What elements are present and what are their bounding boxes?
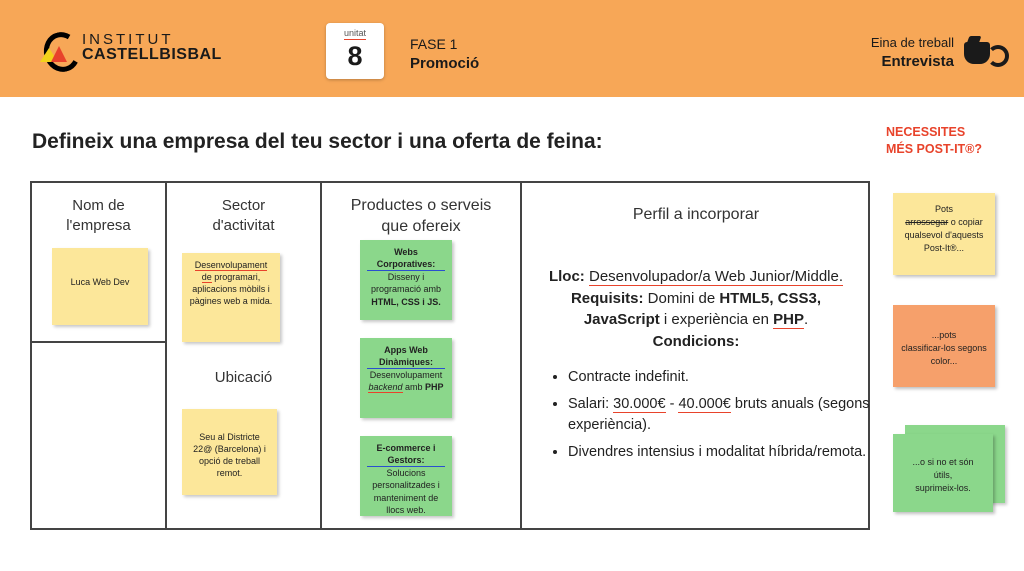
page-header — [0, 0, 1024, 97]
footer-spacer — [0, 546, 1024, 571]
column-products — [322, 183, 522, 528]
phase-info — [410, 35, 479, 74]
profile-text: Lloc: Desenvolupador/a Web Junior/Middle. Requisits: Domini de HTML5, CSS3, JavaScript i experiència en PHP. Condicions: — [548, 267, 844, 351]
rail-sticky-note-orange[interactable]: ...pots classificar-los segons color... — [893, 305, 995, 387]
profile-conditions-list — [522, 367, 870, 463]
column-profile-heading: Perfil a incorporar — [632, 206, 760, 223]
sticky-note-product-3[interactable]: E-commerce i Gestors: Solucions personalitzades i manteniment de llocs web. — [360, 436, 452, 516]
sticky-note-sector[interactable]: Desenvolupament de programari, aplicacions mòbils i pàgines web a mida. — [182, 253, 280, 342]
institute-logo — [40, 30, 222, 66]
rail-sticky-note-green[interactable]: ...o si no et són útils, suprimeix-los. — [893, 434, 993, 512]
unit-number: 8 — [347, 41, 363, 71]
rail-title: NECESSITES MÉS POST-IT®? — [886, 125, 983, 156]
sticky-note-product-2[interactable]: Apps Web Dinàmiques: Desenvolupament backend amb PHP — [360, 338, 452, 418]
logo-line-2: CASTELLBISBAL — [82, 46, 222, 64]
column-sector — [167, 183, 322, 528]
logo-line-1: INSTITUT — [82, 30, 174, 48]
unit-badge — [326, 23, 384, 79]
unit-label: unitat — [343, 28, 367, 38]
watering-can-icon — [964, 36, 1006, 66]
sticky-note-product-1[interactable]: Webs Corporatives: Disseny i programació amb HTML, CSS i JS. — [360, 240, 452, 320]
tool-info — [871, 34, 954, 72]
column-sector-subheading: Ubicació — [214, 369, 273, 386]
sticky-note-location[interactable]: Seu al Districte 22@ (Barcelona) i opció de treball remot. — [182, 409, 277, 495]
column-profile — [522, 183, 870, 528]
phase-line-1: FASE 1 — [410, 36, 458, 52]
page-title: Defineix una empresa del teu sector i una oferta de feina: — [32, 130, 603, 153]
list-item: • Salari: 30.000€ - 40.000€ bruts anuals (segons experiència). — [568, 394, 870, 436]
tool-line-2: Entrevista — [881, 52, 954, 70]
column-company — [32, 183, 167, 528]
rail-sticky-note-yellow[interactable]: Pots arrossegar o copiar qualsevol d'aquests Post-It®... — [893, 193, 995, 275]
list-item: • Divendres intensius i modalitat híbrida/remota. — [568, 442, 870, 463]
column-products-heading: Productes o serveis que ofereix — [350, 197, 492, 235]
list-item: • Contracte indefinit. — [568, 367, 870, 388]
column-company-heading: Nom de l'empresa — [66, 197, 131, 234]
logo-mark-icon — [40, 30, 74, 66]
phase-line-2: Promoció — [410, 54, 480, 72]
column-divider — [32, 341, 165, 343]
worksheet-board — [30, 181, 870, 530]
sticky-note-company-name[interactable]: Luca Web Dev — [52, 248, 148, 325]
tool-line-1: Eina de treball — [870, 35, 954, 50]
column-sector-heading: Sector d'activitat — [212, 197, 275, 234]
